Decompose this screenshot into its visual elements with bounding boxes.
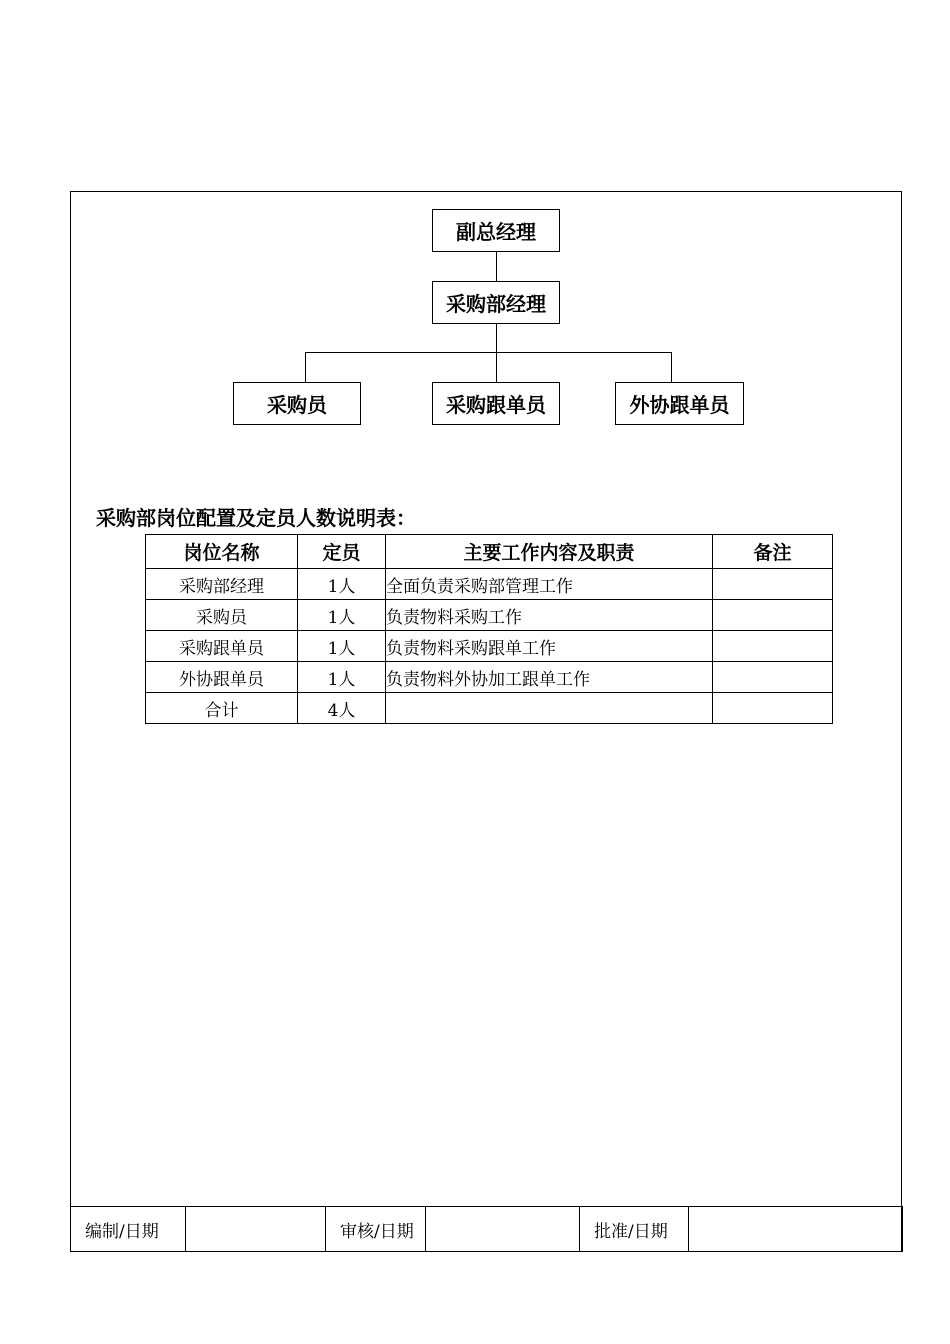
org-connector — [305, 352, 306, 382]
approved-date-label: 批准/日期 — [580, 1207, 689, 1252]
org-label-purchase-follow-up: 采购跟单员 — [446, 393, 546, 417]
org-connector — [305, 352, 672, 353]
cell-note — [713, 662, 833, 693]
signoff-row — [71, 1207, 903, 1252]
org-box-purchasing-manager — [432, 281, 560, 324]
cell-position: 采购跟单员 — [146, 631, 298, 662]
cell-note — [713, 600, 833, 631]
org-connector — [671, 352, 672, 382]
org-label-deputy-gm: 副总经理 — [456, 220, 536, 244]
staffing-table — [145, 534, 833, 724]
table-row — [146, 569, 833, 600]
cell-duty: 负责物料采购工作 — [386, 600, 713, 631]
cell-count: 1人 — [298, 569, 386, 600]
cell-duty: 负责物料外协加工跟单工作 — [386, 662, 713, 693]
reviewed-date-label: 审核/日期 — [326, 1207, 426, 1252]
org-label-buyer: 采购员 — [267, 393, 327, 417]
approved-date-field[interactable] — [689, 1207, 903, 1252]
cell-note — [713, 631, 833, 662]
cell-position: 采购部经理 — [146, 569, 298, 600]
reviewed-date-field[interactable] — [426, 1207, 580, 1252]
col-header-note: 备注 — [713, 535, 833, 569]
table-row — [146, 600, 833, 631]
cell-count: 4人 — [298, 693, 386, 724]
table-row — [146, 662, 833, 693]
compiled-date-label: 编制/日期 — [71, 1207, 186, 1252]
col-header-duty: 主要工作内容及职责 — [386, 535, 713, 569]
org-connector — [496, 324, 497, 382]
cell-count: 1人 — [298, 631, 386, 662]
cell-count: 1人 — [298, 600, 386, 631]
org-box-deputy-gm — [432, 209, 560, 252]
compiled-date-field[interactable] — [186, 1207, 326, 1252]
col-header-position: 岗位名称 — [146, 535, 298, 569]
org-box-buyer — [233, 382, 361, 425]
cell-duty: 全面负责采购部管理工作 — [386, 569, 713, 600]
cell-duty — [386, 693, 713, 724]
cell-position: 采购员 — [146, 600, 298, 631]
signoff-footer — [70, 1206, 903, 1252]
org-label-outsourcing-follow-up: 外协跟单员 — [629, 393, 730, 417]
table-title: 采购部岗位配置及定员人数说明表： — [96, 506, 416, 530]
cell-position: 合计 — [146, 693, 298, 724]
org-box-outsourcing-follow-up — [615, 382, 744, 425]
cell-note — [713, 569, 833, 600]
cell-position: 外协跟单员 — [146, 662, 298, 693]
col-header-count: 定员 — [298, 535, 386, 569]
cell-count: 1人 — [298, 662, 386, 693]
cell-note — [713, 693, 833, 724]
table-total-row — [146, 693, 833, 724]
table-row — [146, 631, 833, 662]
org-connector — [496, 252, 497, 281]
org-label-purchasing-manager: 采购部经理 — [446, 292, 546, 316]
cell-duty: 负责物料采购跟单工作 — [386, 631, 713, 662]
table-header-row — [146, 535, 833, 569]
org-box-purchase-follow-up — [432, 382, 560, 425]
